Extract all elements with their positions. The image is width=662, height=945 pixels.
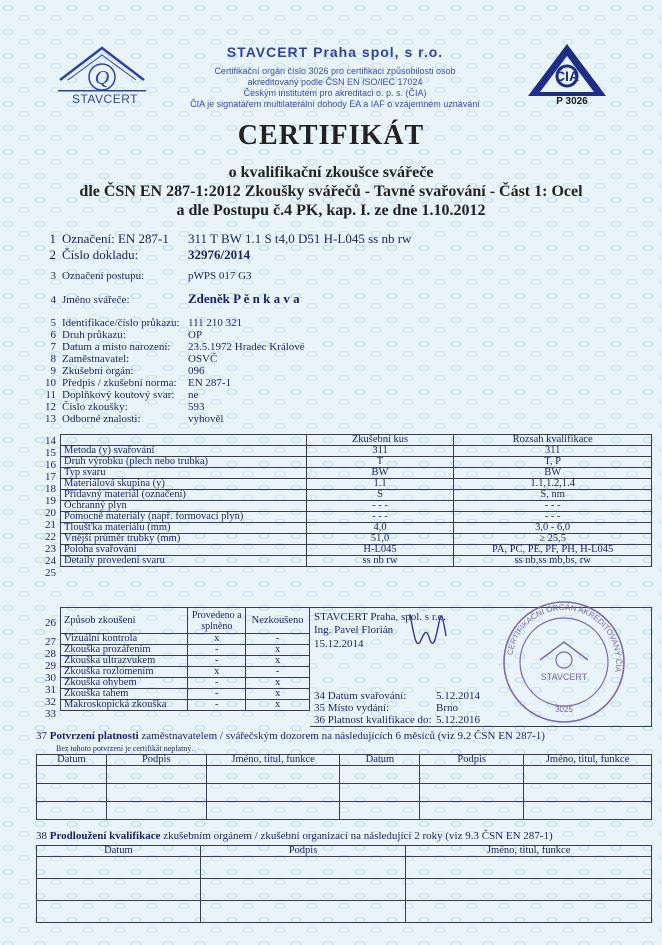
not-mark: x: [246, 678, 310, 689]
cell: [406, 901, 652, 923]
row-number: 7: [50, 341, 56, 353]
table-row: [61, 700, 310, 711]
header-line-4: ČIA je signatářem multilaterální dohody EA a IAF o vzájemném uznávání: [190, 99, 480, 109]
table-row: [61, 667, 310, 678]
range-value: 311: [454, 446, 652, 457]
table-row: [61, 545, 652, 556]
not-mark: -: [246, 634, 310, 645]
id-value: 111 210 321: [188, 317, 243, 329]
brand-name: STAVCERT: [71, 92, 138, 106]
procedure-label: Označení postupu:: [62, 270, 145, 282]
stamp-ring-text: CERTIFIKAČNÍ ORGÁN AKREDITOVANÝ ČIA: [505, 602, 624, 673]
exam-method-table: [60, 607, 310, 711]
not-mark: x: [246, 645, 310, 656]
fillet-label: Doplňkový koutový svar:: [62, 389, 175, 401]
test-number-label: Číslo zkoušky:: [62, 401, 128, 413]
test-value: 51,0: [306, 534, 454, 545]
table-row: [61, 634, 310, 645]
card-type-label: Druh průkazu:: [62, 329, 126, 341]
row-number: 8: [50, 353, 56, 365]
col-not-tested: Nezkoušeno: [246, 608, 310, 634]
table-row: [37, 802, 652, 820]
row-number: 13: [45, 413, 56, 425]
row-label: Zkouška ohybem: [61, 678, 188, 689]
table-row: [61, 689, 310, 700]
subtitle-3: a dle Postupu č.4 PK, kap. I. ze dne 1.10.2012: [176, 202, 486, 219]
row-number: 14: [45, 435, 56, 447]
range-header-blank: [61, 435, 307, 446]
row-label: Detaily provedení svaru: [61, 556, 307, 567]
cell: [37, 784, 107, 802]
row-number: 25: [45, 567, 56, 579]
confirmation-table: [36, 754, 652, 820]
header-line-1: Certifikační orgán číslo 3026 pro certifikaci způsobilosti osob: [214, 66, 456, 76]
row-number: 23: [45, 543, 56, 555]
range-value: - - -: [454, 512, 652, 523]
extension-table: [36, 845, 652, 923]
test-value: - - -: [306, 501, 454, 512]
subtitle-2: dle ČSN EN 287-1:2012 Zkoušky svářečů - Tavné svařování - Část 1: Ocel: [79, 183, 583, 200]
issue-date: 15.12.2014: [314, 638, 364, 650]
range-value: 1.1,1.2,1.4: [454, 479, 652, 490]
cell: [206, 784, 340, 802]
knowledge-value: vyhověl: [188, 413, 224, 425]
col-name: Jméno, titul, funkce: [206, 755, 340, 766]
cell: [106, 784, 206, 802]
row-number: 9: [50, 365, 56, 377]
stamp-inner: STAVCERT: [540, 672, 588, 682]
row-label: Poloha svařování: [61, 545, 307, 556]
row-label: Zkouška ultrazvukem: [61, 656, 188, 667]
range-table-header: [61, 435, 652, 446]
table-row: [37, 879, 652, 901]
row-label: Pomocné materiály (např. formovací plyn): [61, 512, 307, 523]
row-label: Ochranný plyn: [61, 501, 307, 512]
weld-date-label: 34 Datum svařování:: [314, 690, 407, 702]
row-number: 22: [45, 531, 56, 543]
col-date: Datum: [37, 755, 107, 766]
validity-label: 36 Platnost kvalifikace do:: [314, 714, 432, 726]
test-value: 1.1: [306, 479, 454, 490]
table-row: [61, 656, 310, 667]
col-done: Provedeno a splněno: [188, 608, 246, 634]
cell: [37, 802, 107, 820]
fillet-value: ne: [188, 389, 199, 401]
cell: [524, 784, 652, 802]
subtitle-1: o kvalifikační zkoušce svářeče: [228, 164, 434, 181]
row-label: Vnější průměr trubky (mm): [61, 534, 307, 545]
row-number: 18: [45, 483, 56, 495]
table-row: [37, 901, 652, 923]
header-line-2: akreditovaný podle ČSN EN ISO/IEC 17024: [247, 77, 423, 87]
svg-text:CERTIFIKAČNÍ ORGÁN AKREDITOVAN: [505, 603, 623, 674]
issuer-person: Ing. Pavel Florián: [314, 624, 394, 636]
section-number: 37: [36, 730, 47, 742]
done-mark: -: [188, 678, 246, 689]
cell: [420, 802, 524, 820]
cell: [420, 784, 524, 802]
cell: [200, 879, 406, 901]
row-label: Makroskopická zkouška: [61, 700, 188, 711]
cell: [206, 766, 340, 784]
row-number: 1: [49, 231, 56, 246]
row-number: 28: [45, 648, 56, 660]
designation-label: Označení: EN 287-1: [62, 231, 169, 246]
id-label: Identifikace/číslo průkazu:: [62, 317, 180, 329]
place-label: 35 Místo vydání:: [314, 702, 390, 714]
not-mark: x: [246, 689, 310, 700]
row-number: 11: [45, 389, 56, 401]
cell: [420, 766, 524, 784]
procedure-value: pWPS 017 G3: [188, 270, 252, 282]
confirmation-bold: Potvrzení platnosti: [49, 730, 139, 742]
knowledge-label: Odborné znalosti:: [62, 413, 141, 425]
row-number: 10: [45, 377, 56, 389]
col-name: Jméno, titul, funkce: [524, 755, 652, 766]
row-number: 3: [50, 270, 56, 282]
page-title: CERTIFIKÁT: [237, 120, 425, 151]
extension-header: [37, 846, 652, 857]
row-number: 12: [45, 401, 56, 413]
svg-text:ČIA: ČIA: [554, 68, 580, 84]
col-name: Jméno, titul, funkce: [406, 846, 652, 857]
table-row: [61, 446, 652, 457]
row-number: 29: [45, 660, 56, 672]
row-label: Zkouška tahem: [61, 689, 188, 700]
row-label: Materiálová skupina (y): [61, 479, 307, 490]
confirmation-rest: zaměstnavatelem / svářečským dozorem na následujících 6 měsíců (viz 9.2 ČSN EN 287-1): [138, 730, 545, 742]
test-value: H-L045: [306, 545, 454, 556]
col-signature: Podpis: [106, 755, 206, 766]
test-value: 311: [306, 446, 454, 457]
cell: [406, 879, 652, 901]
test-value: - - -: [306, 512, 454, 523]
cell: [340, 766, 420, 784]
range-value: T, P: [454, 457, 652, 468]
test-value: BW: [306, 468, 454, 479]
table-row: [61, 457, 652, 468]
not-mark: -: [246, 667, 310, 678]
row-label: Typ svaru: [61, 468, 307, 479]
range-value: BW: [454, 468, 652, 479]
standard-value: EN 287-1: [188, 377, 232, 389]
weld-date: 5.12.2014: [436, 690, 480, 702]
range-value: PA, PC, PE, PF, PH, H-L045: [454, 545, 652, 556]
row-number: 19: [45, 495, 56, 507]
confirmation-heading: [36, 730, 545, 742]
document-number-label: Číslo dokladu:: [62, 247, 139, 262]
extension-rest: zkušebním orgánem / zkušební organizací na následující 2 roky (viz 9.3 ČSN EN 287-1): [160, 830, 553, 842]
section-number: 38: [36, 830, 47, 842]
range-value: 3,0 - 6,0: [454, 523, 652, 534]
range-value: ≥ 25,5: [454, 534, 652, 545]
row-number: 21: [45, 519, 56, 531]
row-number: 17: [45, 471, 56, 483]
cell: [106, 766, 206, 784]
done-mark: -: [188, 689, 246, 700]
col-date: Datum: [37, 846, 201, 857]
col-date: Datum: [340, 755, 420, 766]
table-row: [61, 523, 652, 534]
table-row: [37, 857, 652, 879]
cell: [524, 766, 652, 784]
certification-stamp: [500, 598, 628, 726]
row-number: 32: [45, 696, 56, 708]
row-number: 4: [50, 294, 56, 306]
table-row: [37, 784, 652, 802]
row-label: Vizuální kontrola: [61, 634, 188, 645]
row-number: 15: [45, 447, 56, 459]
birth-value: 23.5.1972 Hradec Králové: [188, 341, 305, 353]
row-label: Zkouška prozářením: [61, 645, 188, 656]
range-value: ss nb,ss mb,bs, rw: [454, 556, 652, 567]
qualification-range-table: [60, 434, 652, 567]
employer-label: Zaměstnavatel:: [62, 353, 130, 365]
not-mark: x: [246, 656, 310, 667]
test-number-value: 593: [188, 401, 205, 413]
table-row: [37, 766, 652, 784]
cell: [200, 901, 406, 923]
issuer-name: STAVCERT Praha, spol. s r.o.: [314, 611, 446, 623]
done-mark: -: [188, 656, 246, 667]
range-value: - - -: [454, 501, 652, 512]
cell: [340, 802, 420, 820]
test-body-label: Zkušební orgán:: [62, 365, 134, 377]
table-row: [61, 490, 652, 501]
logo-letter: Q: [94, 67, 110, 89]
cell: [37, 879, 201, 901]
table-row: [61, 512, 652, 523]
row-number: 27: [45, 636, 56, 648]
stamp-number: 3025: [555, 705, 573, 714]
test-value: T: [306, 457, 454, 468]
row-label: Přídavný materiál (označení): [61, 490, 307, 501]
birth-label: Datum a místo narození:: [62, 341, 171, 353]
col-signature: Podpis: [200, 846, 406, 857]
row-number: 31: [45, 684, 56, 696]
welder-name-label: Jméno svářeče:: [62, 294, 130, 306]
validity-date: 5.12.2016: [436, 714, 480, 726]
test-value: 4,0: [306, 523, 454, 534]
designation-value: 311 T BW 1.1 S t4,0 D51 H-L045 ss nb rw: [188, 231, 412, 246]
not-mark: x: [246, 700, 310, 711]
table-row: [61, 645, 310, 656]
cell: [37, 766, 107, 784]
row-number: 33: [45, 708, 56, 720]
accreditation-code: P 3026: [556, 96, 588, 107]
done-mark: -: [188, 645, 246, 656]
table-row: [61, 534, 652, 545]
test-value: ss nb rw: [306, 556, 454, 567]
done-mark: x: [188, 667, 246, 678]
cell: [106, 802, 206, 820]
col-method: Způsob zkoušení: [61, 608, 188, 634]
org-name: STAVCERT Praha spol, s r.o.: [226, 44, 444, 60]
test-body-value: 096: [188, 365, 205, 377]
col-test-piece: Zkušební kus: [306, 435, 454, 446]
test-value: S: [306, 490, 454, 501]
place-value: Brno: [436, 702, 458, 714]
row-label: Druh výrobku (plech nebo trubka): [61, 457, 307, 468]
row-label: Metoda (y) svařování: [61, 446, 307, 457]
signature-mark: [390, 606, 500, 656]
table-row: [61, 678, 310, 689]
cell: [200, 857, 406, 879]
done-mark: x: [188, 634, 246, 645]
row-number: 6: [50, 329, 56, 341]
cell: [37, 857, 201, 879]
col-signature: Podpis: [420, 755, 524, 766]
welder-name-value: Zdeněk P ě n k a v a: [188, 291, 300, 306]
confirmation-note: Bez tohoto potvrzení je certifikát neplatný.: [56, 744, 194, 753]
exam-table-header: [61, 608, 310, 634]
row-label: Tloušťka materiálu (mm): [61, 523, 307, 534]
row-number: 2: [49, 247, 56, 262]
confirmation-header: [37, 755, 652, 766]
row-number: 24: [45, 555, 56, 567]
card-type-value: OP: [188, 329, 203, 341]
extension-bold: Prodloužení kvalifikace: [49, 830, 161, 842]
row-number: 26: [45, 617, 56, 629]
cell: [37, 901, 201, 923]
done-mark: -: [188, 700, 246, 711]
standard-label: Předpis / zkušební norma:: [62, 377, 177, 389]
row-number: 30: [45, 672, 56, 684]
range-value: S, nm: [454, 490, 652, 501]
table-row: [61, 556, 652, 567]
cell: [524, 802, 652, 820]
table-row: [61, 501, 652, 512]
document-number-value: 32976/2014: [188, 247, 251, 262]
cell: [206, 802, 340, 820]
col-range: Rozsah kvalifikace: [454, 435, 652, 446]
table-row: [61, 468, 652, 479]
cell: [340, 784, 420, 802]
employer-value: OSVČ: [188, 353, 218, 365]
row-number: 20: [45, 507, 56, 519]
row-number: 5: [50, 317, 56, 329]
row-label: Zkouška rozlomením: [61, 667, 188, 678]
table-row: [61, 479, 652, 490]
header-line-3: Českým institutem pro akreditaci o. p. s. (ČIA): [243, 88, 427, 98]
row-number: 16: [45, 459, 56, 471]
extension-heading: [36, 830, 553, 842]
cell: [406, 857, 652, 879]
